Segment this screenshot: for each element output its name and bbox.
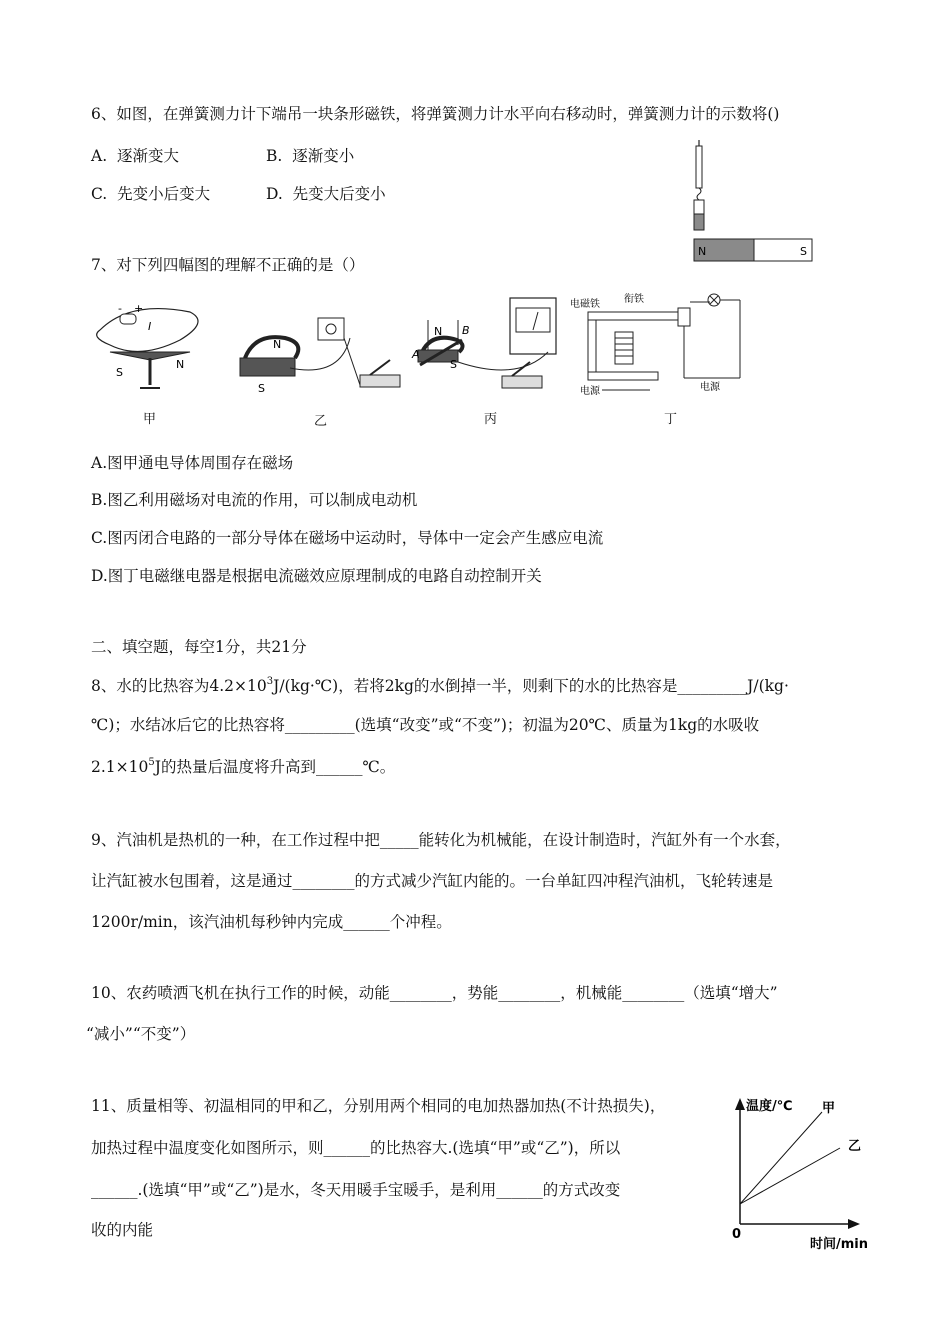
q8-text: J/(kg·℃)，若将2kg的水倒掉一半，则剩下的水的比热容是_________J/(kg· (273, 677, 789, 695)
q7-figure (90, 290, 750, 430)
y-axis-label: 温度/℃ (746, 1099, 793, 1114)
q8-text: 8、水的比热容为4.2×10 (91, 677, 267, 695)
q6-option-a (91, 146, 179, 166)
diagram-ding (570, 292, 740, 397)
q11-line-3: ______.(选填“甲”或“乙”)是水，冬天用暖手宝暖手，是利用______的方式改变 (91, 1181, 621, 1199)
x-axis-arrow-icon (848, 1219, 860, 1229)
caption-yi: 乙 (314, 414, 328, 429)
series-jia-line (740, 1112, 822, 1204)
option-text: 先变大后变小 (292, 185, 386, 203)
x-axis-label: 时间/min (810, 1237, 869, 1252)
svg-text:电磁铁: 电磁铁 (570, 299, 600, 310)
svg-text:A: A (412, 348, 420, 361)
series-jia-label: 甲 (822, 1101, 836, 1116)
q11-line-2: 加热过程中温度变化如图所示，则______的比热容大.(选填“甲”或“乙”)，所以 (91, 1139, 621, 1157)
caption-jia: 甲 (143, 412, 157, 427)
spring-icon (697, 188, 701, 200)
option-label: D. (266, 185, 283, 203)
series-yi-line (740, 1148, 840, 1204)
small-magnet-top (694, 200, 704, 214)
svg-text:电源: 电源 (580, 386, 600, 397)
q11-line-1: 11、质量相等、初温相同的甲和乙，分别用两个相同的电加热器加热(不计热损失)， (91, 1097, 666, 1115)
q6-stem: 6、如图，在弹簧测力计下端吊一块条形磁铁，将弹簧测力计水平向右移动时，弹簧测力计的示数将() (91, 105, 780, 123)
q9-line-3: 1200r/min，该汽油机每秒钟内完成______个冲程。 (91, 913, 452, 931)
q9-line-2: 让汽缸被水包围着，这是通过________的方式减少汽缸内能的。一台单缸四冲程汽油机，飞轮转速是 (91, 872, 774, 890)
q8-line-2: ℃)；水结冰后它的比热容将_________(选填“改变”或“不变”)；初温为20℃、质量为1kg的水吸收 (91, 716, 760, 734)
origin-label: 0 (732, 1227, 742, 1242)
q7-stem: 7、对下列四幅图的理解不正确的是（） (91, 256, 365, 274)
q8-text: 2.1×10 (91, 758, 149, 776)
q8-line-3 (91, 757, 395, 777)
svg-text:N: N (434, 325, 443, 338)
svg-text:N: N (273, 338, 282, 351)
svg-text:电源: 电源 (700, 382, 720, 393)
series-yi-label: 乙 (848, 1139, 862, 1154)
exponent: 3 (266, 676, 274, 687)
q6-option-c (91, 184, 210, 204)
q6-option-b (266, 146, 354, 166)
diagram-jia (97, 302, 198, 388)
svg-text:S: S (450, 358, 457, 371)
svg-text:+: + (134, 302, 144, 315)
svg-text:衔铁: 衔铁 (624, 294, 644, 305)
q7-option-c: C.图丙闭合电路的一部分导体在磁场中运动时，导体中一定会产生感应电流 (91, 529, 604, 547)
svg-text:S: S (116, 366, 123, 379)
q6-option-d (266, 184, 386, 204)
q10-line-2: “减小”“不变”） (86, 1025, 196, 1043)
q6-figure (688, 138, 818, 268)
caption-ding: 丁 (664, 412, 678, 427)
spring-scale-body (696, 146, 702, 188)
q8-text: J的热量后温度将升高到______℃。 (154, 758, 396, 776)
option-label: B. (266, 147, 283, 165)
magnet-n-label: N (698, 245, 707, 258)
q10-line-1: 10、农药喷洒飞机在执行工作的时候，动能________，势能________，机械能________（选填“增大” (91, 984, 778, 1002)
diagram-bing (411, 298, 556, 388)
option-label: A. (91, 147, 108, 165)
small-magnet-bottom (694, 214, 704, 230)
q11-line-4: 收的内能 (91, 1221, 154, 1239)
exponent: 5 (148, 757, 155, 768)
q7-option-d: D.图丁电磁继电器是根据电流磁效应原理制成的电路自动控制开关 (91, 567, 542, 585)
section-title: 二、填空题，每空1分，共21分 (91, 638, 307, 656)
q8-line-1 (91, 676, 789, 696)
magnet-s-label: S (800, 245, 807, 258)
option-label: C. (91, 185, 108, 203)
diagram-yi (240, 318, 400, 395)
svg-text:N: N (176, 358, 185, 371)
svg-text:S: S (258, 382, 265, 395)
option-text: 逐渐变大 (116, 147, 179, 165)
q7-option-b: B.图乙利用磁场对电流的作用，可以制成电动机 (91, 491, 418, 509)
q11-graph (728, 1092, 888, 1252)
svg-text:B: B (462, 324, 470, 337)
q7-option-a: A.图甲通电导体周围存在磁场 (91, 454, 294, 472)
caption-bing: 丙 (484, 412, 498, 427)
option-text: 逐渐变小 (292, 147, 355, 165)
option-text: 先变小后变大 (117, 185, 211, 203)
svg-text:I: I (148, 320, 152, 333)
svg-text:-: - (118, 302, 122, 315)
q9-line-1: 9、汽油机是热机的一种，在工作过程中把_____能转化为机械能，在设计制造时，汽缸外有一个水套， (91, 831, 791, 849)
y-axis-arrow-icon (735, 1098, 745, 1110)
